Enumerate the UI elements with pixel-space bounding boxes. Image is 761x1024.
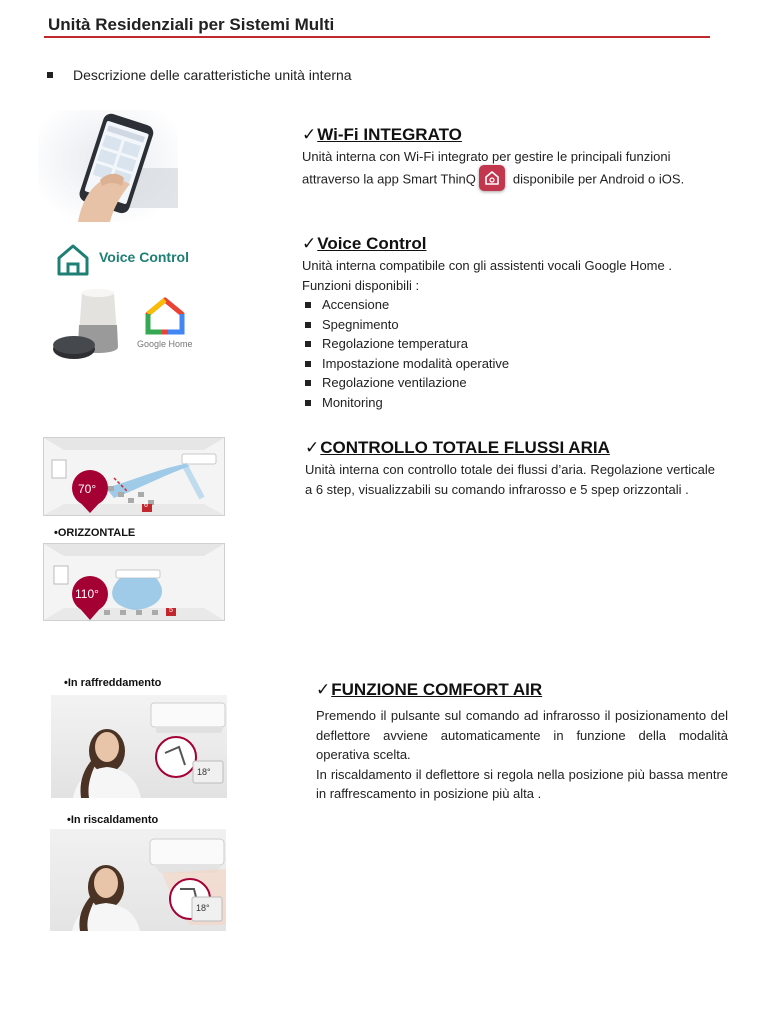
voice-control-logo: Voice Control bbox=[53, 240, 203, 280]
check-icon: ✓ bbox=[316, 680, 331, 699]
voice-description bbox=[302, 256, 722, 412]
comfort-paragraph-2: In riscaldamento il deflettore si regola nella posizione più bassa mentre in raffrescamento in posizione più alta . bbox=[316, 766, 728, 801]
heating-photo bbox=[50, 829, 226, 931]
google-home-label: Google Home bbox=[137, 339, 193, 349]
wifi-line-1: Unità interna con Wi-Fi integrato per gestire le principali funzioni bbox=[302, 149, 671, 164]
check-icon: ✓ bbox=[302, 125, 317, 144]
phone-app-photo bbox=[38, 110, 178, 222]
heating-display-value: 18° bbox=[196, 903, 210, 913]
cooling-caption: •In raffreddamento bbox=[64, 677, 162, 689]
horizontal-angle-label: 110° bbox=[75, 587, 99, 601]
comfort-description bbox=[316, 706, 728, 804]
heating-caption: •In riscaldamento bbox=[67, 814, 159, 826]
intro-bullet bbox=[47, 72, 53, 78]
list-item: Regolazione ventilazione bbox=[302, 373, 722, 393]
google-home-logo-icon bbox=[142, 296, 188, 336]
horizontal-airflow-diagram bbox=[43, 543, 225, 621]
voice-heading: ✓Voice Control bbox=[302, 234, 427, 253]
horizontal-caption: •ORIZZONTALE bbox=[54, 527, 136, 539]
title-divider bbox=[44, 36, 710, 38]
wifi-line-2: attraverso la app Smart ThinQ disponibile per Android o iOS. bbox=[302, 167, 722, 193]
airflow-description: Unità interna con controllo totale dei flussi d’aria. Regolazione verticale a 6 step, visualizzabili su comando infrarosso e 5 spep orizzontali . bbox=[305, 462, 715, 497]
check-icon: ✓ bbox=[302, 234, 317, 253]
intro-text: Descrizione delle caratteristiche unità interna bbox=[73, 67, 352, 83]
list-item: Spegnimento bbox=[302, 315, 722, 335]
voice-line-1: Unità interna compatibile con gli assistenti vocali Google Home . bbox=[302, 258, 672, 273]
vertical-angle-label: 70° bbox=[78, 482, 97, 496]
wifi-heading: ✓Wi-Fi INTEGRATO bbox=[302, 125, 462, 144]
comfort-paragraph-1: Premendo il pulsante sul comando ad infrarosso il posizionamento del deflettore avviene automaticamente in funzione della modalità operativa scelta. bbox=[316, 708, 728, 762]
horizontal-step-label: 5 bbox=[169, 607, 173, 614]
cooling-display-value: 18° bbox=[197, 767, 211, 777]
voice-functions-list bbox=[302, 295, 722, 412]
vertical-airflow-diagram bbox=[43, 437, 225, 516]
cooling-photo bbox=[51, 695, 227, 798]
comfort-heading: ✓FUNZIONE COMFORT AIR bbox=[316, 680, 543, 699]
list-item: Accensione bbox=[302, 295, 722, 315]
list-item: Regolazione temperatura bbox=[302, 334, 722, 354]
list-item: Monitoring bbox=[302, 393, 722, 413]
smart-thinq-app-icon bbox=[479, 165, 505, 191]
list-item: Impostazione modalità operative bbox=[302, 354, 722, 374]
voice-line-2: Funzioni disponibili : bbox=[302, 277, 420, 293]
vertical-step-label: 6 bbox=[144, 502, 148, 509]
page-title: Unità Residenziali per Sistemi Multi bbox=[48, 15, 335, 34]
google-home-device bbox=[50, 285, 130, 365]
check-icon: ✓ bbox=[305, 438, 320, 457]
airflow-heading: ✓CONTROLLO TOTALE FLUSSI ARIA bbox=[305, 438, 610, 457]
smart-home-icon bbox=[53, 240, 93, 280]
wifi-description bbox=[302, 147, 722, 193]
